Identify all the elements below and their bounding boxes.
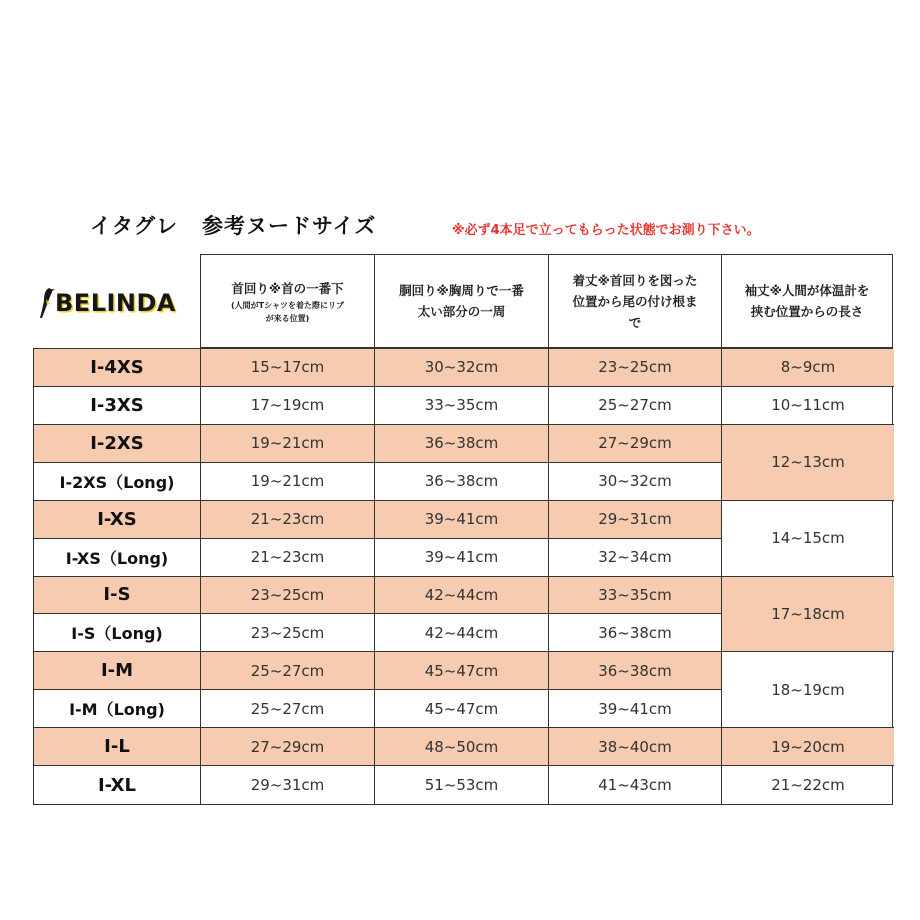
chest-value: 45~47cm bbox=[375, 690, 549, 728]
chest-value: 36~38cm bbox=[375, 463, 549, 501]
length-value: 29~31cm bbox=[549, 501, 722, 539]
size-label: I-M（Long) bbox=[34, 690, 201, 728]
title-subtitle: 参考ヌードサイズ bbox=[202, 214, 377, 238]
neck-value: 21~23cm bbox=[201, 539, 375, 577]
chest-value: 51~53cm bbox=[375, 766, 549, 804]
length-value: 30~32cm bbox=[549, 463, 722, 501]
length-value: 36~38cm bbox=[549, 614, 722, 652]
length-value: 38~40cm bbox=[549, 728, 722, 766]
neck-value: 19~21cm bbox=[201, 425, 375, 463]
sleeve-value: 12~13cm bbox=[722, 425, 894, 501]
brand-name: BELINDA bbox=[55, 289, 176, 317]
sleeve-value: 10~11cm bbox=[722, 387, 894, 425]
neck-value: 17~19cm bbox=[201, 387, 375, 425]
size-label: I-XS（Long) bbox=[34, 539, 201, 577]
chest-value: 39~41cm bbox=[375, 539, 549, 577]
title-breed: イタグレ bbox=[90, 214, 178, 238]
header-length-line-1: 着丈※首回りを図った bbox=[572, 272, 698, 288]
size-label: I-2XS（Long) bbox=[34, 463, 201, 501]
header-chest-line-1: 胴回り※胸周りで一番 bbox=[399, 283, 524, 298]
length-value: 41~43cm bbox=[549, 766, 722, 804]
length-value: 27~29cm bbox=[549, 425, 722, 463]
header-sleeve-line-1: 袖丈※人間が体温計を bbox=[744, 283, 870, 298]
bird-icon bbox=[36, 287, 56, 319]
length-value: 33~35cm bbox=[549, 577, 722, 615]
measurement-note: ※必ず4本足で立ってもらった状態でお測り下さい。 bbox=[452, 223, 760, 238]
brand-logo bbox=[36, 283, 198, 323]
length-value: 39~41cm bbox=[549, 690, 722, 728]
neck-value: 15~17cm bbox=[201, 349, 375, 387]
chest-value: 48~50cm bbox=[375, 728, 549, 766]
neck-value: 23~25cm bbox=[201, 577, 375, 615]
chest-value: 39~41cm bbox=[375, 501, 549, 539]
sleeve-value: 17~18cm bbox=[722, 577, 894, 653]
sleeve-value: 18~19cm bbox=[722, 652, 894, 728]
header-chest-line-2: 太い部分の一周 bbox=[417, 304, 506, 319]
size-label: I-4XS bbox=[34, 349, 201, 387]
header-chest bbox=[374, 254, 549, 348]
neck-value: 25~27cm bbox=[201, 690, 375, 728]
header-sleeve bbox=[721, 254, 893, 348]
size-label: I-2XS bbox=[34, 425, 201, 463]
size-label: I-S（Long) bbox=[34, 614, 201, 652]
size-label: I-XS bbox=[34, 501, 201, 539]
neck-value: 19~21cm bbox=[201, 463, 375, 501]
header-sleeve-line-2: 挟む位置からの長さ bbox=[750, 304, 864, 319]
header-length-line-2: 位置から尾の付け根ま bbox=[572, 293, 698, 309]
length-value: 36~38cm bbox=[549, 652, 722, 690]
chest-value: 36~38cm bbox=[375, 425, 549, 463]
chest-value: 45~47cm bbox=[375, 652, 549, 690]
size-label: I-XL bbox=[34, 766, 201, 804]
size-label: I-M bbox=[34, 652, 201, 690]
size-table bbox=[33, 348, 893, 805]
header-length-line-3: で bbox=[628, 314, 642, 330]
sleeve-value: 8~9cm bbox=[722, 349, 894, 387]
header-neck-title: 首回り※首の一番下 bbox=[231, 280, 344, 296]
header-neck bbox=[200, 254, 375, 348]
neck-value: 21~23cm bbox=[201, 501, 375, 539]
header-length bbox=[548, 254, 722, 348]
neck-value: 29~31cm bbox=[201, 766, 375, 804]
length-value: 25~27cm bbox=[549, 387, 722, 425]
size-label: I-3XS bbox=[34, 387, 201, 425]
chest-value: 30~32cm bbox=[375, 349, 549, 387]
neck-value: 23~25cm bbox=[201, 614, 375, 652]
length-value: 23~25cm bbox=[549, 349, 722, 387]
chest-value: 42~44cm bbox=[375, 614, 549, 652]
sleeve-value: 19~20cm bbox=[722, 728, 894, 766]
length-value: 32~34cm bbox=[549, 539, 722, 577]
sleeve-value: 14~15cm bbox=[722, 501, 894, 577]
header-neck-note-1: (人間がTシャツを着た際にリブ bbox=[231, 300, 344, 310]
neck-value: 27~29cm bbox=[201, 728, 375, 766]
neck-value: 25~27cm bbox=[201, 652, 375, 690]
header-neck-note-2: が来る位置) bbox=[265, 313, 310, 323]
size-label: I-L bbox=[34, 728, 201, 766]
sleeve-value: 21~22cm bbox=[771, 776, 845, 795]
chart-title bbox=[90, 210, 376, 240]
chest-value: 42~44cm bbox=[375, 577, 549, 615]
chest-value: 33~35cm bbox=[375, 387, 549, 425]
size-label: I-S bbox=[34, 577, 201, 615]
